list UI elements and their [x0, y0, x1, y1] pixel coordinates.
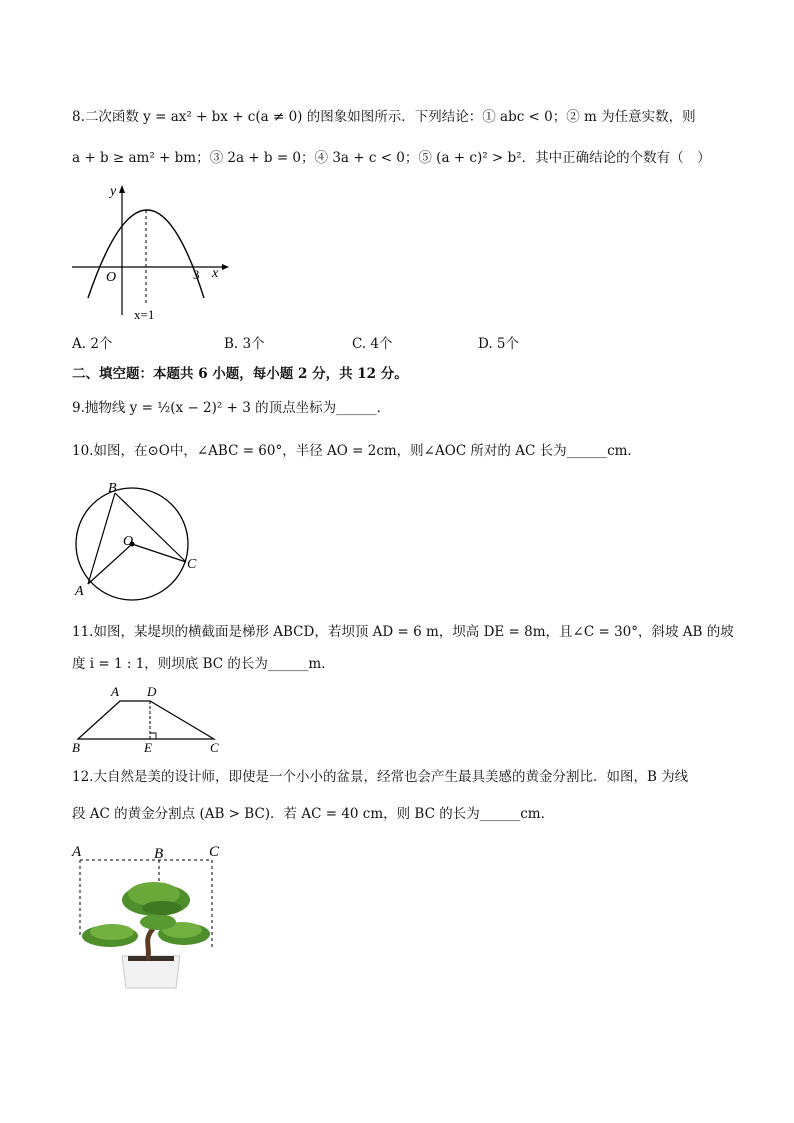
segment-oc	[132, 544, 186, 562]
q8-option-b: B. 3个	[224, 336, 265, 352]
right-angle-mark	[150, 733, 156, 739]
q8-option-a: A. 2个	[72, 336, 113, 352]
segment-oa	[88, 544, 132, 584]
section-2-heading: 二、填空题：本题共 6 小题，每小题 2 分，共 12 分。	[72, 366, 408, 382]
q8-parabola-graph	[66, 180, 236, 325]
symmetry-label: x=1	[134, 307, 155, 322]
x-axis-arrow	[222, 264, 229, 270]
label-a: A	[75, 584, 84, 599]
q12-line1: 12.大自然是美的设计师，即使是一个小小的盆景，经常也会产生最具美感的黄金分割比．如图，B 为线	[72, 769, 689, 785]
q9-text: 9.抛物线 y = ½(x − 2)² + 3 的顶点坐标为______．	[72, 400, 391, 416]
q8-option-c: C. 4个	[352, 336, 393, 352]
x-label: x	[212, 266, 219, 281]
label-b: B	[108, 481, 117, 496]
label-c: C	[209, 844, 220, 860]
label-c: C	[210, 740, 219, 754]
label-o: O	[123, 534, 134, 549]
label-b: B	[72, 740, 80, 754]
y-axis-arrow	[119, 185, 125, 193]
label-e: E	[144, 740, 152, 754]
q11-line2: 度 i = 1 : 1，则坝底 BC 的长为______m．	[72, 656, 335, 672]
segment-bc	[115, 493, 186, 562]
q10-text: 10.如图，在⊙O中，∠ABC = 60°，半径 AO = 2cm，则∠AOC 所对的 AC 长为______cm．	[72, 443, 641, 459]
q10-circle-figure	[66, 478, 216, 612]
label-c: C	[187, 557, 197, 572]
label-a: A	[111, 684, 119, 699]
label-a: A	[72, 844, 82, 860]
q8-line1: 8.二次函数 y = ax² + bx + c(a ≠ 0) 的图象如图所示．下列结论：① abc < 0；② m 为任意实数，则	[72, 109, 696, 125]
pot-soil	[128, 956, 174, 961]
label-d: D	[147, 684, 157, 699]
q8-line2: a + b ≥ am² + bm；③ 2a + b = 0；④ 3a + c < 0；⑤ (a + c)² > b²．其中正确结论的个数有（ ）	[72, 150, 711, 166]
label-b: B	[154, 846, 164, 862]
q11-trapezoid-figure	[66, 682, 236, 754]
y-label: y	[110, 184, 117, 199]
root-three-label: 3	[193, 267, 200, 282]
q12-bonsai-figure	[66, 838, 236, 998]
q12-line2: 段 AC 的黄金分割点 (AB > BC)．若 AC = 40 cm，则 BC 的长为______cm．	[72, 806, 555, 822]
q11-line1: 11.如图，某堤坝的横截面是梯形 ABCD，若坝顶 AD = 6 m，坝高 DE = 8m，且∠C = 30°，斜坡 AB 的坡	[72, 624, 734, 640]
origin-label: O	[106, 270, 117, 285]
trapezoid-abcd	[78, 701, 214, 739]
q8-option-d: D. 5个	[478, 336, 520, 352]
segment-ba	[88, 493, 115, 584]
